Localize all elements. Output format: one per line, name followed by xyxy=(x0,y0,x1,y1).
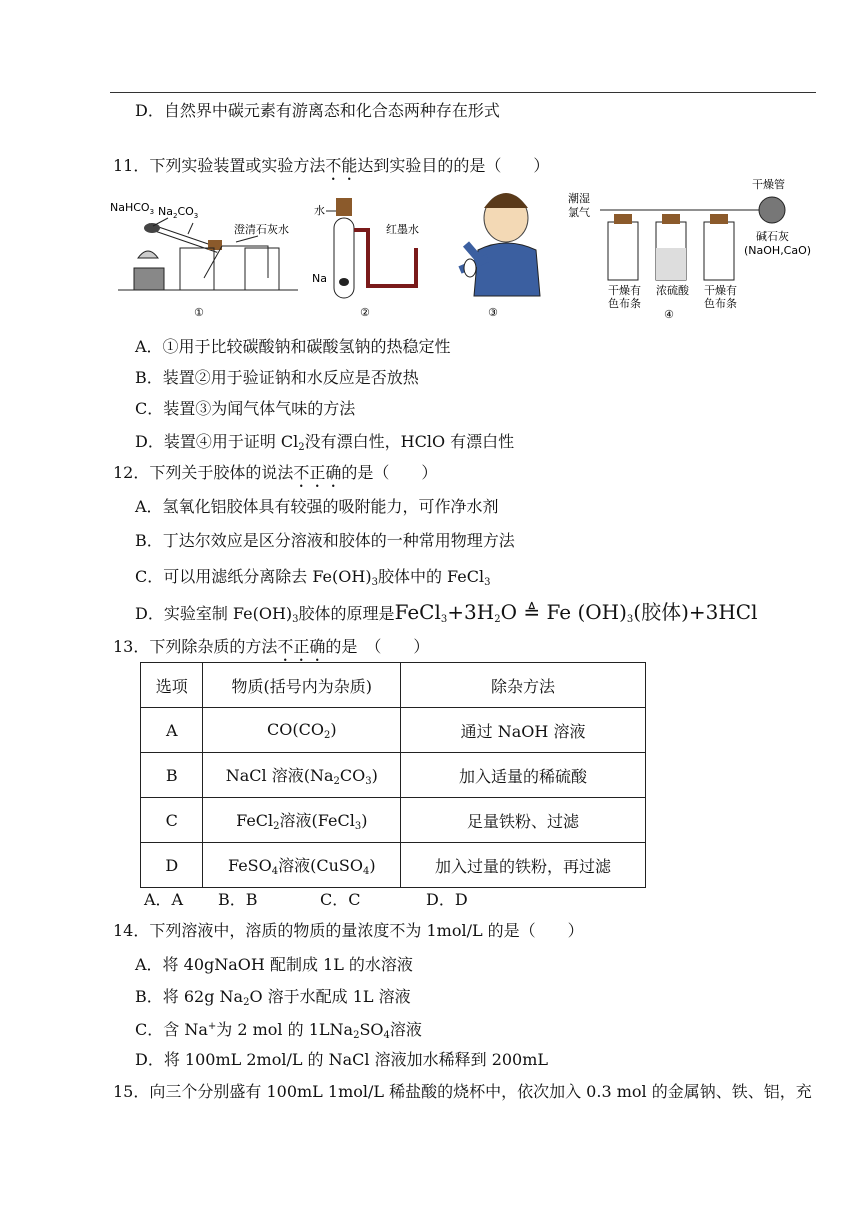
impurity-removal-table xyxy=(140,662,646,888)
q13-answer-a: A．A xyxy=(144,890,184,909)
svg-text:Na2CO3: $Na_2CO_3$ xyxy=(158,205,199,220)
apparatus-figure-4 xyxy=(560,172,815,322)
svg-text:水: 水 xyxy=(314,204,325,217)
q13-answer-c: C．C xyxy=(320,890,361,909)
svg-text:潮湿: 潮湿 xyxy=(568,192,590,205)
q13-answer-b: B．B xyxy=(218,890,258,909)
svg-text:②: ② xyxy=(360,306,370,318)
svg-text:干燥有: 干燥有 xyxy=(608,284,641,297)
question-number: 13． xyxy=(113,637,150,656)
svg-text:①: ① xyxy=(194,306,204,318)
table-row: B NaCl 溶液$(Na_2CO_3)$ 加入适量的稀硫酸 xyxy=(141,753,646,798)
q11-option-a: A．①用于比较碳酸钠和碳酸氢钠的热稳定性 xyxy=(135,337,451,356)
q13-answer-d: D．D xyxy=(426,890,468,909)
question-number: 12． xyxy=(113,463,150,482)
question-15-stem: 15．向三个分别盛有 100mL 1mol/L 稀盐酸的烧杯中，依次加入 0.3 mol 的金属钠、铁、铝，充 xyxy=(113,1082,812,1101)
question-number: 11． xyxy=(113,156,150,175)
svg-text:澄清石灰水: 澄清石灰水 xyxy=(234,223,289,236)
q12-option-d: D．实验室制 $Fe(OH)_3$胶体的原理是$FeCl_3+3H_2O$ ≜ Fe $(OH)_3$(胶体)+3HCl xyxy=(135,600,758,625)
emphasis-text: 不正确 xyxy=(293,463,342,482)
svg-text:NaHCO3: NaHCO$_3$ xyxy=(110,201,155,216)
question-number: 15． xyxy=(113,1082,150,1101)
header-rule xyxy=(110,92,816,93)
table-row: C FeCl$_2$溶液(FeCl$_3$) 足量铁粉、过滤 xyxy=(141,798,646,843)
q11-option-c: C．装置③为闻气体气味的方法 xyxy=(135,399,356,418)
table-header: 选项 xyxy=(141,663,203,708)
table-header: 除杂方法 xyxy=(401,663,646,708)
svg-text:色布条: 色布条 xyxy=(704,297,737,310)
question-12-stem: 12．下列关于胶体的说法不正确的是（ ） xyxy=(113,463,438,482)
table-row: D FeSO$_4$溶液(CuSO$_4$) 加入过量的铁粉，再过滤 xyxy=(141,843,646,888)
apparatus-figure-2 xyxy=(308,178,438,318)
svg-text:色布条: 色布条 xyxy=(608,297,641,310)
q12-option-c: C．可以用滤纸分离除去 $Fe(OH)_3$胶体中的 FeCl$_3$ xyxy=(135,567,491,588)
emphasis-text: 不能 xyxy=(325,156,358,175)
svg-text:干燥管: 干燥管 xyxy=(752,178,785,191)
svg-text:干燥有: 干燥有 xyxy=(704,284,737,297)
svg-text:碱石灰: 碱石灰 xyxy=(756,230,789,243)
reaction-equation: $FeCl_3+3H_2O$ ≜ Fe $(OH)_3$(胶体)+3HCl xyxy=(394,600,758,625)
question-14-stem: 14．下列溶液中，溶质的物质的量浓度不为 1mol/L 的是（ ） xyxy=(113,921,584,940)
q14-option-a: A．将 40gNaOH 配制成 1L 的水溶液 xyxy=(135,955,413,974)
table-row: A $CO(CO_2)$ 通过 NaOH 溶液 xyxy=(141,708,646,753)
svg-text:氯气: 氯气 xyxy=(568,206,590,219)
q12-option-a: A．氢氧化铝胶体具有较强的吸附能力，可作净水剂 xyxy=(135,497,499,516)
q11-option-b: B．装置②用于验证钠和水反应是否放热 xyxy=(135,368,419,387)
apparatus-figure-3-person xyxy=(448,178,548,318)
emphasis-text: 不正确 xyxy=(277,637,326,656)
svg-text:(NaOH,CaO): (NaOH,CaO) xyxy=(744,244,812,257)
q14-option-c: C．含 Na+为 2 mol 的 $1LNa_2SO_4$溶液 xyxy=(135,1020,422,1041)
question-number: 14． xyxy=(113,921,150,940)
svg-text:红墨水: 红墨水 xyxy=(386,223,419,236)
table-header-row xyxy=(141,663,646,708)
table-header: 物质(括号内为杂质) xyxy=(203,663,401,708)
question-11-stem: 11．下列实验装置或实验方法不能达到实验目的的是（ ） xyxy=(113,156,550,175)
svg-text:④: ④ xyxy=(664,308,674,321)
question-13-stem: 13．下列除杂质的方法不正确的是 （ ） xyxy=(113,637,430,656)
apparatus-figure-1 xyxy=(108,178,308,318)
option-d-prev: D．自然界中碳元素有游离态和化合态两种存在形式 xyxy=(135,101,500,120)
svg-text:③: ③ xyxy=(488,306,498,318)
svg-text:浓硫酸: 浓硫酸 xyxy=(656,284,689,297)
q11-option-d: D．装置④用于证明 $Cl_2$没有漂白性，HClO 有漂白性 xyxy=(135,432,515,453)
q14-option-d: D．将 100mL 2mol/L 的 NaCl 溶液加水稀释到 200mL xyxy=(135,1050,549,1069)
svg-text:Na: Na xyxy=(312,272,327,285)
q14-option-b: B．将 62g $Na_2O$ 溶于水配成 1L 溶液 xyxy=(135,987,411,1008)
q12-option-b: B．丁达尔效应是区分溶液和胶体的一种常用物理方法 xyxy=(135,531,515,550)
